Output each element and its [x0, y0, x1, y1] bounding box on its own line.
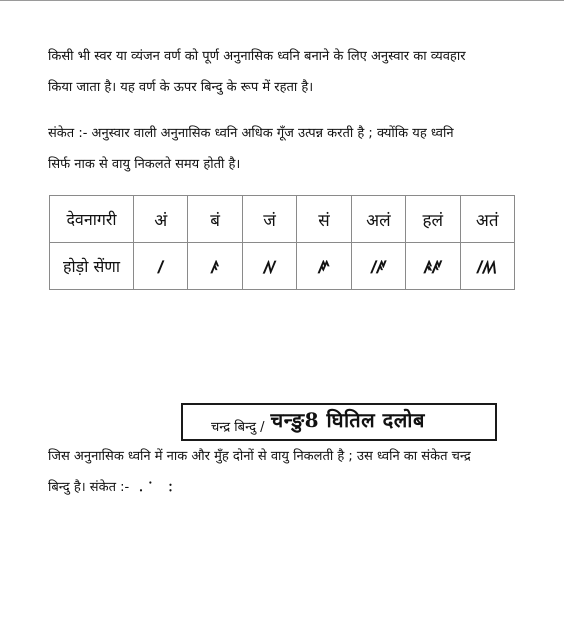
table-cell: सं: [297, 196, 351, 243]
chandra-bindu-signs: ᱹᱸ ᱺ: [139, 480, 179, 495]
table-cell: जं: [242, 196, 296, 243]
table-cell: ꤺ: [297, 243, 351, 290]
table-cell: ꤴꥆ: [406, 243, 460, 290]
note-line-2: सिर्फ नाक से वायु निकलते समय होती है।: [48, 157, 241, 172]
table-cell: ꤾ: [242, 243, 296, 290]
table-cell: अलं: [351, 196, 405, 243]
table-cell: ꤷꤵ: [460, 243, 514, 290]
table-cell: बं: [188, 196, 242, 243]
table-row-hodo-sena: [50, 243, 515, 290]
chandra-bindu-ol-chiki-text: चन्ङु8 घितिल दलोब: [270, 407, 425, 432]
note-paragraph: [48, 118, 518, 180]
table-row-devanagari: [50, 196, 515, 243]
row-label-devanagari: देवनागरी: [50, 196, 134, 243]
note-line-1: संकेत :- अनुस्वार वाली अनुनासिक ध्वनि अधिक गूँज उत्पन्न करती है ; क्योंकि यह ध्वनि: [48, 126, 454, 141]
top-border-line: [0, 0, 564, 1]
row-label-hodo-sena: होड़ो सेंणा: [50, 243, 134, 290]
table-cell: हलं: [406, 196, 460, 243]
table-cell: अं: [134, 196, 188, 243]
table-cell: ꤷꥆ: [351, 243, 405, 290]
table-cell: ꤰ: [188, 243, 242, 290]
intro-line-2: किया जाता है। यह वर्ण के ऊपर बिन्दु के रूप में रहता है।: [48, 80, 314, 95]
script-comparison-table: [49, 195, 515, 290]
table-cell: अतं: [460, 196, 514, 243]
chandra-bindu-box: [181, 403, 497, 441]
outro-line-2: बिन्दु है। संकेत :-: [48, 480, 130, 495]
table-cell: ꤷ: [134, 243, 188, 290]
outro-line-1: जिस अनुनासिक ध्वनि में नाक और मुँह दोनों से वायु निकलती है ; उस ध्वनि का संकेत चन्द्र: [48, 449, 471, 464]
chandra-bindu-label: चन्द्र बिन्दु /: [211, 420, 265, 435]
intro-line-1: किसी भी स्वर या व्यंजन वर्ण को पूर्ण अनुनासिक ध्वनि बनाने के लिए अनुस्वार का व्यवहार: [48, 49, 466, 64]
intro-paragraph: [48, 41, 518, 103]
outro-paragraph: [48, 441, 518, 503]
